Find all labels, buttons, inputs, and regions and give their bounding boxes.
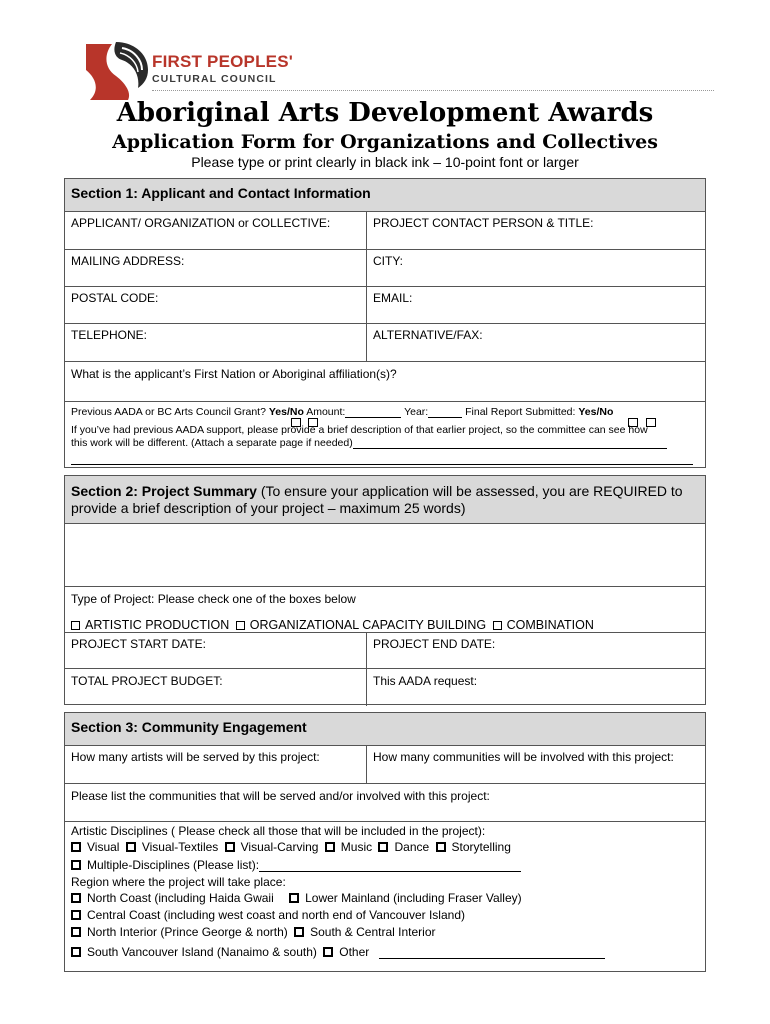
final-report-label: Final Report Submitted: [465, 406, 576, 418]
final-report-no[interactable]: No [599, 406, 614, 418]
other-region-input[interactable] [379, 958, 605, 959]
multi-disciplines-checkbox[interactable] [71, 860, 81, 870]
lower-mainland-checkbox[interactable] [289, 893, 299, 903]
row-postal [65, 287, 705, 324]
end-date-label: PROJECT END DATE: [373, 637, 496, 651]
communities-count-field[interactable] [367, 746, 705, 783]
option-capacity-building: ORGANIZATIONAL CAPACITY BUILDING [249, 618, 487, 632]
region-line-4 [71, 945, 605, 959]
central-coast-checkbox[interactable] [71, 910, 81, 920]
org-name-line2: CULTURAL COUNCIL [152, 73, 277, 85]
option-artistic-production: ARTISTIC PRODUCTION [85, 618, 230, 632]
storytelling-checkbox[interactable] [436, 842, 446, 852]
request-field[interactable] [367, 669, 705, 706]
region-label: Region where the project will take place: [71, 875, 286, 889]
previous-note-line1: If you’ve had previous AADA support, please provide a brief description of that earlier project, so the committee can see how [71, 424, 648, 436]
row-budget [65, 669, 705, 706]
section-1-heading: Section 1: Applicant and Contact Information [65, 179, 705, 212]
budget-label: TOTAL PROJECT BUDGET: [71, 674, 223, 688]
row-counts [65, 746, 705, 784]
contact-person-field[interactable] [367, 212, 705, 249]
section-2-heading: Section 2: Project Summary (To ensure your application will be assessed, you are REQUIRED to provide a brief description of your project – maximum 25 words) [65, 476, 705, 524]
multi-disciplines-input[interactable] [259, 871, 521, 872]
telephone-label: TELEPHONE: [71, 328, 148, 342]
contact-person-label: PROJECT CONTACT PERSON & TITLE: [373, 216, 594, 230]
city-label: CITY: [373, 254, 404, 268]
project-type-label: Type of Project: Please check one of the boxes below [71, 592, 356, 606]
region-line-3 [71, 925, 436, 939]
region-south-central-interior: South & Central Interior [310, 925, 436, 939]
communities-list-question: Please list the communities that will be served and/or involved with this project: [71, 789, 490, 803]
artistic-production-checkbox[interactable] [71, 621, 80, 630]
section-3 [64, 712, 706, 972]
disciplines-label: Artistic Disciplines ( Please check all those that will be included in the project): [71, 824, 486, 838]
visual-carving-checkbox[interactable] [225, 842, 235, 852]
combination-checkbox[interactable] [493, 621, 502, 630]
communities-question: How many communities will be involved with this project: [373, 750, 674, 764]
previous-grant-no[interactable]: No [289, 406, 304, 418]
north-interior-checkbox[interactable] [71, 927, 81, 937]
fax-field[interactable] [367, 324, 705, 361]
communities-list-field[interactable] [65, 784, 705, 822]
request-label: This AADA request: [373, 674, 478, 688]
row-applicant [65, 212, 705, 250]
email-label: EMAIL: [373, 291, 413, 305]
start-date-label: PROJECT START DATE: [71, 637, 206, 651]
region-south-vancouver-island: South Vancouver Island (Nanaimo & south) [87, 945, 317, 959]
artists-question: How many artists will be served by this project: [71, 750, 320, 764]
north-coast-checkbox[interactable] [71, 893, 81, 903]
previous-grant-yes[interactable]: Yes [268, 406, 287, 418]
section-1 [64, 178, 706, 468]
south-vancouver-island-checkbox[interactable] [71, 947, 81, 957]
fax-label: ALTERNATIVE/FAX: [373, 328, 483, 342]
visual-textiles-checkbox[interactable] [126, 842, 136, 852]
project-type-options [71, 618, 594, 632]
region-north-coast: North Coast (including Haida Gwaii [87, 891, 274, 905]
previous-grant-line [71, 406, 613, 418]
amount-label: Amount: [306, 406, 346, 418]
section-2 [64, 475, 706, 705]
option-combination: COMBINATION [506, 618, 594, 632]
mailing-address-field[interactable] [65, 250, 367, 286]
discipline-storytelling: Storytelling [451, 840, 511, 854]
affiliation-question: What is the applicant’s First Nation or Aboriginal affiliation(s)? [71, 367, 397, 381]
region-lower-mainland: Lower Mainland (including Fraser Valley) [305, 891, 522, 905]
row-mailing [65, 250, 705, 287]
applicant-label: APPLICANT/ ORGANIZATION or COLLECTIVE: [71, 216, 331, 230]
postal-code-field[interactable] [65, 287, 367, 323]
music-checkbox[interactable] [325, 842, 335, 852]
discipline-visual-textiles: Visual-Textiles [141, 840, 219, 854]
affiliation-field[interactable] [65, 362, 705, 402]
year-input[interactable] [428, 417, 462, 418]
final-report-yes[interactable]: Yes [578, 406, 597, 418]
region-central-coast: Central Coast (including west coast and north end of Vancouver Island) [87, 908, 465, 922]
council-logo [82, 40, 152, 102]
previous-note-extra-line[interactable] [71, 464, 693, 465]
form-title: Aboriginal Arts Development Awards [116, 98, 654, 128]
year-label: Year: [404, 406, 429, 418]
email-field[interactable] [367, 287, 705, 323]
yes-no-slash: / [286, 406, 290, 418]
postal-code-label: POSTAL CODE: [71, 291, 159, 305]
other-region-checkbox[interactable] [323, 947, 333, 957]
previous-note-line2: this work will be different. (Attach a separate page if needed) [71, 437, 667, 449]
mailing-address-label: MAILING ADDRESS: [71, 254, 185, 268]
budget-field[interactable] [65, 669, 367, 706]
telephone-field[interactable] [65, 324, 367, 361]
row-dates [65, 632, 705, 669]
discipline-dance: Dance [394, 840, 430, 854]
capacity-building-checkbox[interactable] [236, 621, 245, 630]
region-other: Other [339, 945, 370, 959]
region-north-interior: North Interior (Prince George & north) [87, 925, 288, 939]
form-subtitle: Application Form for Organizations and Collectives [112, 131, 658, 153]
discipline-visual: Visual [87, 840, 120, 854]
disciplines-options [71, 840, 511, 854]
previous-grant-question: Previous AADA or BC Arts Council Grant? [71, 406, 266, 418]
applicant-field[interactable] [65, 212, 367, 249]
final-report-slash: / [596, 406, 600, 418]
discipline-music: Music [340, 840, 373, 854]
south-central-interior-checkbox[interactable] [294, 927, 304, 937]
header-divider [152, 90, 714, 91]
dance-checkbox[interactable] [378, 842, 388, 852]
end-date-field[interactable] [367, 633, 705, 668]
artists-count-field[interactable] [65, 746, 367, 783]
multi-disciplines-line [71, 858, 521, 872]
project-summary-field[interactable] [65, 524, 705, 587]
start-date-field[interactable] [65, 633, 367, 668]
amount-input[interactable] [345, 417, 401, 418]
city-field[interactable] [367, 250, 705, 286]
row-telephone [65, 324, 705, 362]
multi-disciplines-label: Multiple-Disciplines (Please list): [87, 858, 260, 872]
section-3-heading: Section 3: Community Engagement [65, 713, 705, 746]
discipline-visual-carving: Visual-Carving [240, 840, 319, 854]
form-instructions: Please type or print clearly in black ink – 10-point font or larger [191, 154, 579, 170]
visual-checkbox[interactable] [71, 842, 81, 852]
previous-note-input[interactable] [353, 448, 667, 449]
org-name-line1: FIRST PEOPLES' [152, 52, 293, 71]
region-line-2 [71, 908, 465, 922]
region-line-1 [71, 891, 522, 905]
